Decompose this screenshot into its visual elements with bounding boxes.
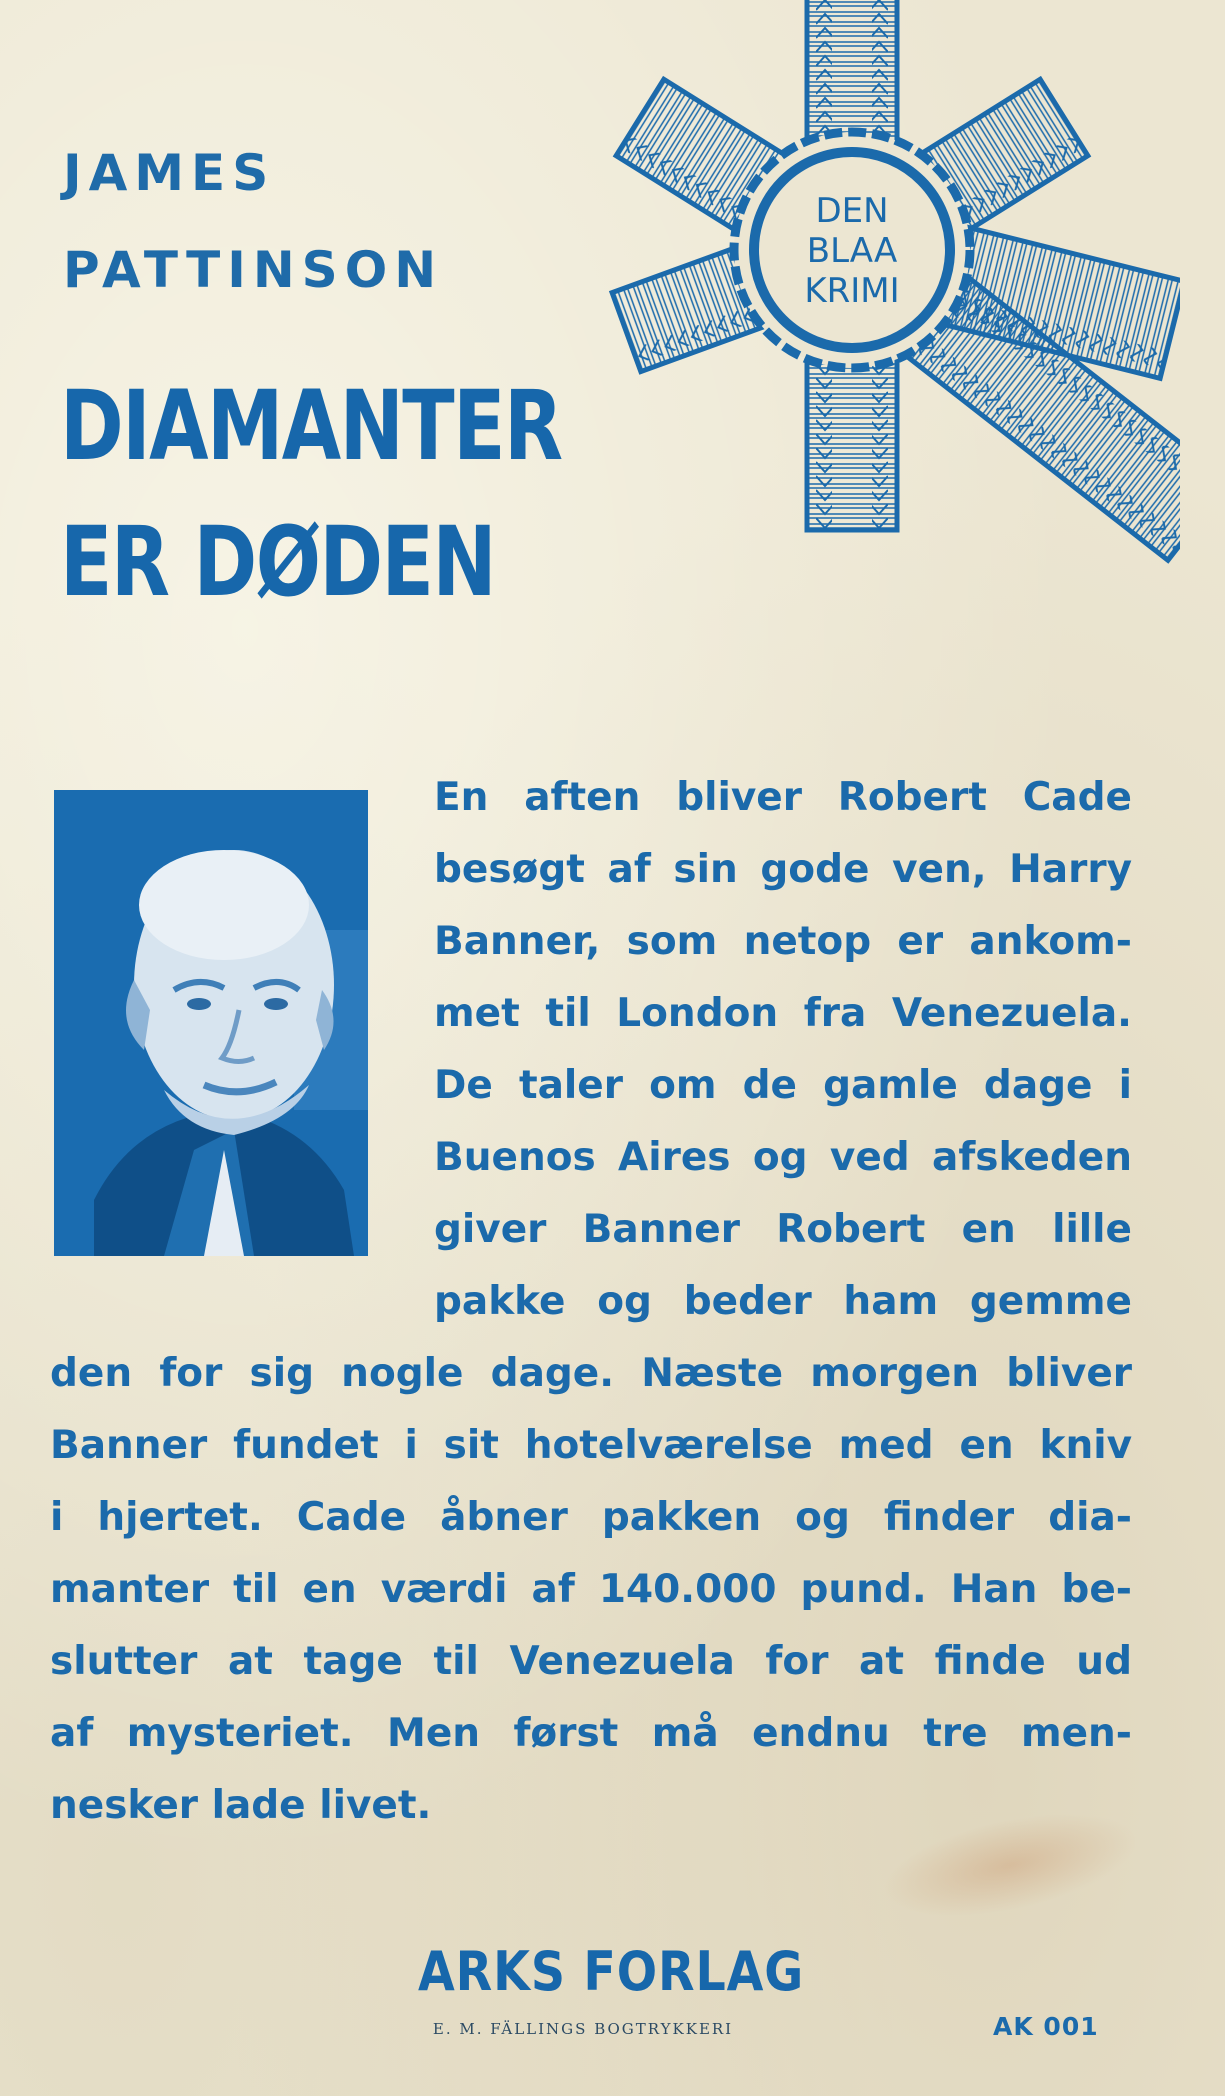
blurb-line: Banner, som netop er ankom- [434,919,1132,964]
blurb-line: besøgt af sin gode ven, Harry [434,847,1132,892]
ribbon-rays [612,0,1180,560]
seal-text-blaa: BLAA [806,231,898,271]
blurb-line: met til London fra Venezuela. [434,991,1132,1036]
author-name [63,125,443,319]
printer-name: E. M. FÄLLINGS BOGTRYKKERI [432,2020,734,2038]
seal-text-den: DEN [815,191,889,231]
blurb-line: De taler om de gamle dage i [434,1063,1132,1108]
blurb-line: den for sig nogle dage. Næste morgen bliver [50,1351,1132,1396]
seal-text-krimi: KRIMI [804,271,900,311]
blurb-line: Banner fundet i sit hotelværelse med en kniv [50,1423,1132,1468]
series-code: AK 001 [993,2012,1099,2041]
blurb-line: manter til en værdi af 140.000 pund. Han be- [50,1567,1132,1612]
author-first-name: JAMES [63,144,276,202]
author-last-name: PATTINSON [63,241,444,299]
blurb-line: pakke og beder ham gemme [434,1279,1132,1324]
book-title [60,358,561,630]
blurb-line: slutter at tage til Venezuela for at finde ud [50,1639,1132,1684]
back-cover-blurb [50,762,1132,1842]
blurb-line: af mysteriet. Men først må endnu tre men- [50,1711,1132,1756]
title-line-2: ER DØDEN [60,506,496,618]
den-blaa-krimi-emblem [590,0,1180,715]
title-line-1: DIAMANTER [60,370,562,482]
blurb-line: En aften bliver Robert Cade [434,775,1132,820]
blurb-line: nesker lade livet. [50,1783,432,1828]
blurb-line: Buenos Aires og ved afskeden [434,1135,1132,1180]
blurb-line: i hjertet. Cade åbner pakken og finder dia- [50,1495,1132,1540]
publisher-name: ARKS FORLAG [418,1940,805,2003]
blurb-line: giver Banner Robert en lille [434,1207,1132,1252]
